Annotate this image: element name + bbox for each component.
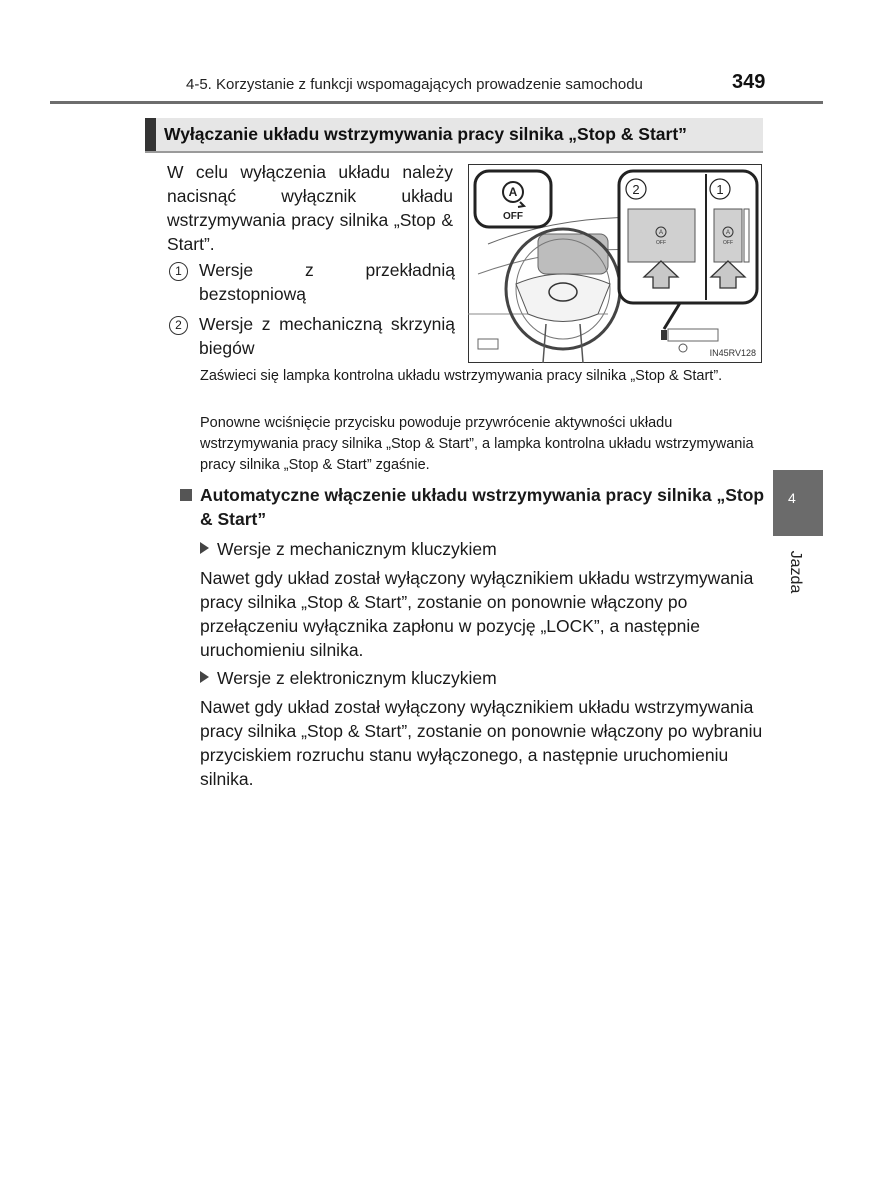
variant-heading-electronic bbox=[200, 666, 497, 690]
variant-heading-mechanical bbox=[200, 537, 497, 561]
svg-text:OFF: OFF bbox=[656, 240, 666, 246]
triangle-bullet-icon bbox=[200, 542, 209, 554]
figure-code: IN45RV128 bbox=[709, 348, 756, 358]
chapter-label bbox=[783, 545, 807, 605]
running-header: 4-5. Korzystanie z funkcji wspomagających prowadzenie samochodu bbox=[186, 76, 643, 93]
svg-text:OFF: OFF bbox=[723, 240, 733, 246]
svg-text:A: A bbox=[725, 230, 731, 236]
note-reactivate: Ponowne wciśnięcie przycisku powoduje przywrócenie aktywności układu wstrzymywania pracy silnika „Stop & Start”, a lampka kontrolna układu wstrzymywania pracy silnika „Stop & Start” zgaśnie. bbox=[200, 415, 754, 473]
page-number: 349 bbox=[732, 71, 766, 93]
dashboard-illustration bbox=[468, 164, 762, 363]
section-heading-text: Wyłączanie układu wstrzymywania pracy silnika „Stop & Start” bbox=[164, 124, 687, 144]
callout-2-label: 2 bbox=[632, 182, 640, 197]
list-item-text: Wersje z mechaniczną skrzynią biegów bbox=[199, 314, 455, 358]
square-bullet-icon bbox=[180, 489, 192, 501]
chapter-number: 4 bbox=[788, 490, 796, 506]
list-item-text: Wersje z przekładnią bezstopniową bbox=[199, 260, 455, 304]
variant-text-mechanical: Nawet gdy układ został wyłączony wyłącznikiem układu wstrzymywania pracy silnika „Stop & Start”, zostanie on ponownie włączony po przełączeniu wyłącznika zapłonu w pozycję „LOCK”, a następnie uruchomieniu silnika. bbox=[200, 568, 754, 660]
variant-text-electronic: Nawet gdy układ został wyłączony wyłącznikiem układu wstrzymywania pracy silnika „Stop & Start”, zostanie on ponownie włączony po wybraniu przyciskiem rozruchu stanu wyłączonego, a następnie uruchomieniu silnika. bbox=[200, 697, 763, 789]
svg-text:A: A bbox=[508, 185, 518, 199]
callout-number: 2 bbox=[169, 316, 188, 335]
chapter-name: Jazda bbox=[787, 550, 804, 594]
callout-number: 1 bbox=[169, 262, 188, 281]
header-divider bbox=[50, 101, 823, 104]
variant-label: Wersje z mechanicznym kluczykiem bbox=[217, 539, 497, 559]
svg-text:A: A bbox=[658, 230, 664, 236]
callout-1-label: 1 bbox=[716, 182, 724, 197]
triangle-bullet-icon bbox=[200, 671, 209, 683]
subsection-heading bbox=[180, 483, 770, 531]
off-label: OFF bbox=[503, 211, 523, 222]
note-indicator-on: Zaświeci się lampka kontrolna układu wstrzymywania pracy silnika „Stop & Start”. bbox=[200, 368, 723, 384]
section-heading bbox=[145, 118, 763, 153]
chapter-tab bbox=[773, 470, 823, 536]
subsection-heading-text: Automatyczne włączenie układu wstrzymywania pracy silnika „Stop & Start” bbox=[200, 485, 765, 529]
list-item-1 bbox=[169, 258, 455, 306]
intro-paragraph: W celu wyłączenia układu należy nacisnąć wyłącznik układu wstrzymywania pracy silnika „Stop & Start”. bbox=[167, 162, 453, 254]
dashboard-svg bbox=[468, 164, 762, 363]
list-item-2 bbox=[169, 312, 455, 360]
heading-marker bbox=[145, 118, 156, 151]
variant-label: Wersje z elektronicznym kluczykiem bbox=[217, 668, 497, 688]
